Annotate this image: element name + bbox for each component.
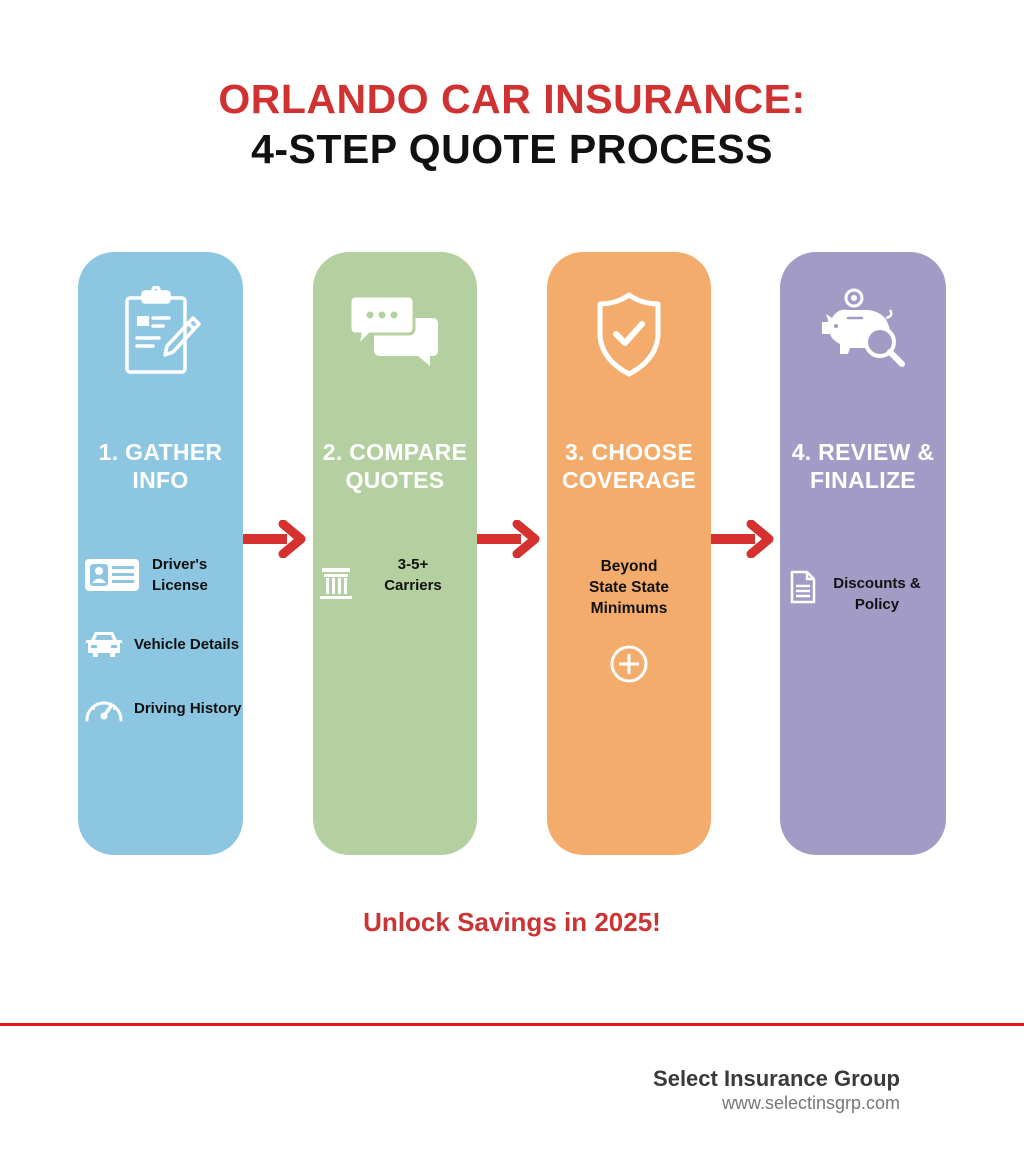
step-4-title-line-1: 4. REVIEW &: [791, 439, 935, 465]
driving-history-label: Driving History: [134, 699, 242, 717]
step-2-title: [307, 438, 483, 494]
step-2-title-line-2: QUOTES: [345, 467, 445, 493]
step-1-title-line-1: 1. GATHER: [98, 439, 223, 465]
bank-building-icon: [319, 566, 353, 600]
step-1-title: [72, 438, 249, 494]
coverage-label: [547, 556, 711, 619]
item-drivers-license: [84, 554, 208, 596]
coverage-line-3: Minimums: [590, 600, 668, 617]
discounts-policy-line-1: Discounts &: [833, 575, 921, 592]
clipboard-pencil-icon: [121, 286, 201, 378]
drivers-license-label: [152, 554, 208, 596]
chat-bubbles-icon: [350, 294, 440, 368]
plus-circle-icon[interactable]: [609, 644, 649, 684]
carriers-line-1: 3-5+: [397, 556, 429, 573]
title-line-2: 4-STEP QUOTE PROCESS: [251, 126, 773, 172]
step-3-title: [541, 438, 717, 494]
item-vehicle-details: [84, 630, 239, 658]
step-2-title-line-1: 2. COMPARE: [322, 439, 468, 465]
drivers-license-line-2: License: [152, 577, 208, 594]
item-driving-history: [84, 694, 242, 722]
arrow-right-icon: [477, 520, 541, 558]
vehicle-details-label: Vehicle Details: [134, 635, 240, 653]
drivers-license-line-1: Driver's: [152, 556, 208, 573]
title-line-1: ORLANDO CAR INSURANCE:: [218, 76, 806, 122]
company-block: [653, 1066, 900, 1114]
document-icon: [790, 570, 816, 604]
speedometer-icon: [84, 694, 124, 722]
coverage-line-2: State State: [588, 579, 670, 596]
carriers-line-2: Carriers: [384, 577, 442, 594]
company-name: Select Insurance Group: [653, 1066, 900, 1091]
step-2-panel: [313, 252, 477, 855]
step-3-title-line-1: 3. CHOOSE: [565, 439, 693, 465]
carriers-label: [373, 554, 453, 596]
step-4-title-line-2: FINALIZE: [810, 467, 916, 493]
piggy-bank-magnifier-icon: [818, 288, 908, 370]
car-icon: [84, 630, 124, 658]
arrow-right-icon: [243, 520, 307, 558]
id-card-icon: [84, 558, 140, 592]
step-3-title-line-2: COVERAGE: [561, 467, 697, 493]
tagline: Unlock Savings in 2025!: [363, 907, 661, 937]
discounts-policy-label: [822, 573, 932, 615]
discounts-policy-line-2: Policy: [854, 596, 900, 613]
arrow-right-icon: [711, 520, 775, 558]
step-3-panel: [547, 252, 711, 855]
shield-check-icon: [596, 292, 662, 378]
step-1-title-line-2: INFO: [132, 467, 189, 493]
company-url[interactable]: www.selectinsgrp.com: [721, 1093, 900, 1113]
step-1-panel: [78, 252, 243, 855]
footer-divider: [0, 1023, 1024, 1026]
coverage-line-1: Beyond: [600, 558, 658, 575]
step-4-title: [774, 438, 952, 494]
step-4-panel: [780, 252, 946, 855]
